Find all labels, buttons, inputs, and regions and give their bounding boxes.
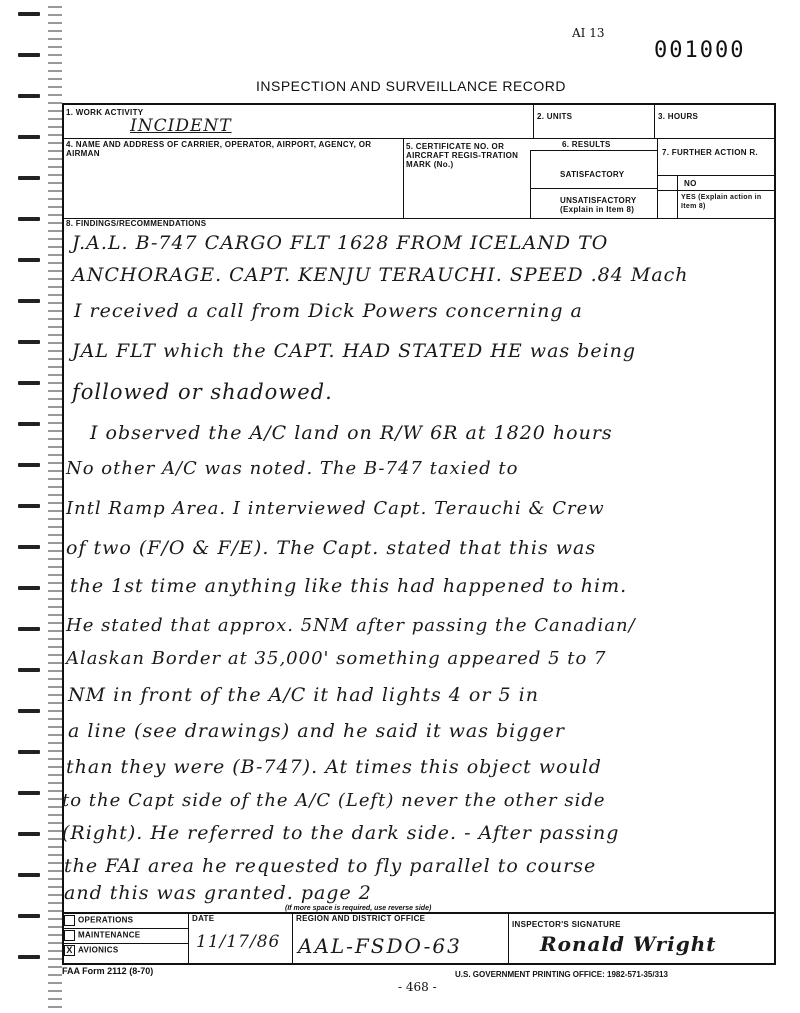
binder-hole [18,176,40,180]
binder-hole [18,914,40,918]
binder-strip [0,0,62,1013]
work-activity-label: 1. WORK ACTIVITY [66,108,144,117]
avionics-checkmark: X [64,945,75,956]
continue-note: (If more space is required, use reverse side) [285,905,432,912]
date-value: 11/17/86 [196,932,281,952]
results-label: 6. RESULTS [562,140,611,149]
findings-line-8: Intl Ramp Area. I interviewed Capt. Terauchi & Crew [66,498,605,519]
findings-line-6: I observed the A/C land on R/W 6R at 1820 hours [90,422,613,444]
yes-label: YES (Explain action in Item 8) [681,194,762,210]
binder-hole [18,627,40,631]
findings-line-13: NM in front of the A/C it had lights 4 or 5 in [68,684,539,706]
inspector-signature: Ronald Wright [540,932,717,956]
binder-hole [18,873,40,877]
findings-line-7: No other A/C was noted. The B-747 taxied to [66,458,519,479]
findings-line-4: JAL FLT which the CAPT. HAD STATED HE was being [72,340,637,362]
certificate-label: 5. CERTIFICATE NO. OR AIRCRAFT REGIS-TRATION MARK (No.) [406,142,519,169]
findings-line-15: than they were (B-747). At times this object would [66,756,602,778]
binder-hole [18,422,40,426]
satisfactory-label: SATISFACTORY [560,170,625,179]
form-code: AI 13 [572,26,605,40]
binder-hole [18,709,40,713]
findings-line-3: I received a call from Dick Powers concerning a [74,300,583,322]
findings-line-19: and this was granted. page 2 [64,882,372,904]
maintenance-option[interactable]: MAINTENANCE [64,930,140,941]
findings-line-1: J.A.L. B-747 CARGO FLT 1628 FROM ICELAND TO [72,232,609,254]
findings-line-2: ANCHORAGE. CAPT. KENJU TERAUCHI. SPEED .84 Mach [72,264,689,286]
region-label: REGION AND DISTRICT OFFICE [296,914,426,923]
binder-hole [18,217,40,221]
further-action-label: 7. FURTHER ACTION R. [662,148,758,157]
no-label: NO [684,179,697,188]
binder-hole [18,94,40,98]
findings-label: 8. FINDINGS/RECOMMENDATIONS [66,219,207,228]
binder-hole [18,299,40,303]
binder-hole [18,340,40,344]
document-number: 001000 [654,38,746,63]
binder-hole [18,586,40,590]
binder-hole [18,135,40,139]
binder-hole [18,12,40,16]
binder-hole [18,545,40,549]
printing-office: U.S. GOVERNMENT PRINTING OFFICE: 1982-571-35/313 [455,970,668,979]
binder-hole [18,463,40,467]
binder-hole [18,791,40,795]
units-label: 2. UNITS [537,112,573,121]
carrier-label: 4. NAME AND ADDRESS OF CARRIER, OPERATOR, AIRPORT, AGENCY, OR AIRMAN [66,140,372,158]
work-activity-value: INCIDENT [130,116,232,136]
binder-hole [18,955,40,959]
page-title: INSPECTION AND SURVEILLANCE RECORD [256,78,567,94]
region-value: AAL-FSDO-63 [298,934,462,958]
findings-line-9: of two (F/O & F/E). The Capt. stated that this was [66,537,597,559]
date-label: DATE [192,914,215,923]
findings-line-16: to the Capt side of the A/C (Left) never the other side [62,790,606,811]
binder-hole [18,381,40,385]
findings-line-10: the 1st time anything like this had happened to him. [70,575,628,597]
operations-option[interactable]: OPERATIONS [64,915,133,926]
unsatisfactory-label: UNSATISFACTORY (Explain in Item 8) [560,196,637,214]
findings-line-11: He stated that approx. 5NM after passing the Canadian/ [66,615,636,636]
findings-line-5: followed or shadowed. [72,380,333,404]
findings-line-18: the FAI area he requested to fly parallel to course [64,855,597,877]
findings-line-14: a line (see drawings) and he said it was bigger [68,720,565,742]
findings-line-12: Alaskan Border at 35,000' something appeared 5 to 7 [66,648,607,669]
page-number: - 468 - [398,980,437,994]
form-id: FAA Form 2112 (8-70) [62,966,154,976]
findings-line-17: (Right). He referred to the dark side. - After passing [62,822,620,844]
signature-label: INSPECTOR'S SIGNATURE [512,920,621,929]
hours-label: 3. HOURS [658,112,699,121]
binder-hole [18,668,40,672]
binder-hole [18,832,40,836]
binder-hole [18,258,40,262]
avionics-option[interactable]: X AVIONICS [64,945,118,956]
binder-hole [18,504,40,508]
binder-hole [18,53,40,57]
binder-hole [18,750,40,754]
